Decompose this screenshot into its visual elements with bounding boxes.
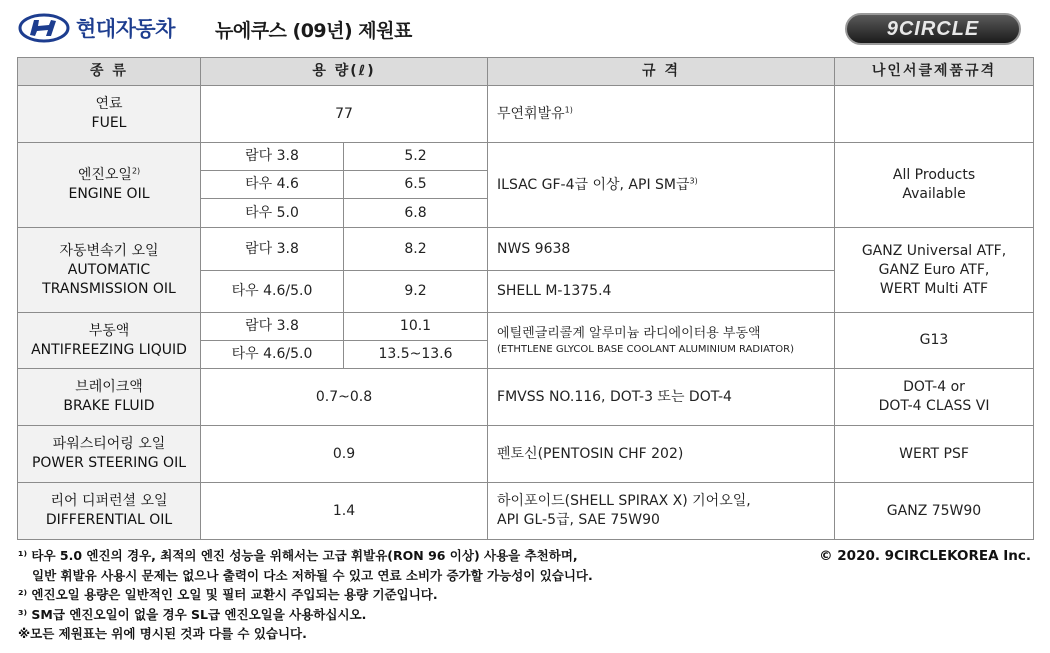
atf-model: 타우 4.6/5.0 bbox=[201, 271, 344, 313]
hyundai-logo bbox=[18, 13, 175, 43]
coolant-spec: 에틸렌글리콜계 알루미늄 라디에이터용 부동액 (ETHTLENE GLYCOL BASE COOLANT ALUMINIUM RADIATOR) bbox=[488, 313, 835, 369]
power-steering-label: 파워스티어링 오일 POWER STEERING OIL bbox=[18, 426, 201, 483]
footnote-2: ²⁾ 엔진오일 용량은 일반적인 오일 및 필터 교환시 주입되는 용량 기준입니다. bbox=[18, 587, 438, 603]
differential-product: GANZ 75W90 bbox=[835, 483, 1034, 540]
brand-name: 현대자동차 bbox=[76, 17, 175, 41]
table-row bbox=[18, 86, 1034, 143]
footnote-1: ¹⁾ 타우 5.0 엔진의 경우, 최적의 엔진 성능을 위해서는 고급 휘발유(RON 96 이상) 사용을 추천하며, bbox=[18, 548, 578, 563]
header-type: 종 류 bbox=[18, 58, 201, 86]
differential-spec: 하이포이드(SHELL SPIRAX X) 기어오일, API GL-5급, SAE 75W90 bbox=[488, 483, 835, 540]
copyright: © 2020. 9CIRCLEKOREA Inc. bbox=[819, 548, 1031, 564]
coolant-label: 부동액 ANTIFREEZING LIQUID bbox=[18, 313, 201, 369]
header-spec: 규 격 bbox=[488, 58, 835, 86]
coolant-model: 타우 4.6/5.0 bbox=[201, 341, 344, 369]
header-product: 나인서클제품규격 bbox=[835, 58, 1034, 86]
power-steering-capacity: 0.9 bbox=[201, 426, 488, 483]
atf-label: 자동변속기 오일 AUTOMATIC TRANSMISSION OIL bbox=[18, 228, 201, 313]
atf-model: 람다 3.8 bbox=[201, 228, 344, 271]
atf-product: GANZ Universal ATF, GANZ Euro ATF, WERT Multi ATF bbox=[835, 228, 1034, 313]
power-steering-spec: 펜토신(PENTOSIN CHF 202) bbox=[488, 426, 835, 483]
atf-capacity: 8.2 bbox=[344, 228, 488, 271]
table-row bbox=[18, 228, 1034, 271]
footnotes bbox=[18, 546, 593, 644]
brake-label: 브레이크액 BRAKE FLUID bbox=[18, 369, 201, 426]
differential-capacity: 1.4 bbox=[201, 483, 488, 540]
fuel-spec: 무연휘발유$^{1)}$ bbox=[488, 86, 835, 143]
power-steering-product: WERT PSF bbox=[835, 426, 1034, 483]
fuel-label: 연료 FUEL bbox=[18, 86, 201, 143]
brake-spec: FMVSS NO.116, DOT-3 또는 DOT-4 bbox=[488, 369, 835, 426]
page-title: 뉴에쿠스 (09년) 제원표 bbox=[215, 20, 412, 42]
brake-capacity: 0.7~0.8 bbox=[201, 369, 488, 426]
fuel-capacity: 77 bbox=[201, 86, 488, 143]
coolant-capacity: 10.1 bbox=[344, 313, 488, 341]
footnote-1-cont: 일반 휘발유 사용시 문제는 없으나 출력이 다소 저하될 수 있고 연료 소비가 증가할 가능성이 있습니다. bbox=[32, 567, 593, 583]
atf-capacity: 9.2 bbox=[344, 271, 488, 313]
ninecircle-logo: 9CIRCLE bbox=[845, 13, 1021, 45]
engine-capacity: 6.5 bbox=[344, 171, 488, 199]
header-capacity: 용 량(ℓ) bbox=[201, 58, 488, 86]
engine-capacity: 5.2 bbox=[344, 143, 488, 171]
table-row bbox=[18, 313, 1034, 341]
engine-model: 타우 5.0 bbox=[201, 199, 344, 228]
footnote-3: ³⁾ SM급 엔진오일이 없을 경우 SL급 엔진오일을 사용하십시오. bbox=[18, 606, 367, 622]
engine-oil-spec: ILSAC GF-4급 이상, API SM급$^{3)}$ bbox=[488, 143, 835, 228]
coolant-product: G13 bbox=[835, 313, 1034, 369]
table-row bbox=[18, 426, 1034, 483]
hyundai-emblem-icon bbox=[18, 13, 70, 43]
coolant-model: 람다 3.8 bbox=[201, 313, 344, 341]
fuel-product bbox=[835, 86, 1034, 143]
atf-spec: SHELL M-1375.4 bbox=[488, 271, 835, 313]
differential-label: 리어 디퍼런셜 오일 DIFFERENTIAL OIL bbox=[18, 483, 201, 540]
engine-capacity: 6.8 bbox=[344, 199, 488, 228]
table-header-row bbox=[18, 58, 1034, 86]
atf-spec: NWS 9638 bbox=[488, 228, 835, 271]
table-row bbox=[18, 143, 1034, 171]
page-header bbox=[0, 0, 1050, 58]
brake-product: DOT-4 or DOT-4 CLASS VI bbox=[835, 369, 1034, 426]
engine-oil-product: All Products Available bbox=[835, 143, 1034, 228]
engine-oil-label: 엔진오일$^{2)}$ ENGINE OIL bbox=[18, 143, 201, 228]
footnote-4: ※모든 제원표는 위에 명시된 것과 다를 수 있습니다. bbox=[18, 626, 307, 642]
engine-model: 타우 4.6 bbox=[201, 171, 344, 199]
table-row bbox=[18, 483, 1034, 540]
coolant-capacity: 13.5~13.6 bbox=[344, 341, 488, 369]
spec-table bbox=[17, 57, 1034, 540]
table-row bbox=[18, 369, 1034, 426]
engine-model: 람다 3.8 bbox=[201, 143, 344, 171]
